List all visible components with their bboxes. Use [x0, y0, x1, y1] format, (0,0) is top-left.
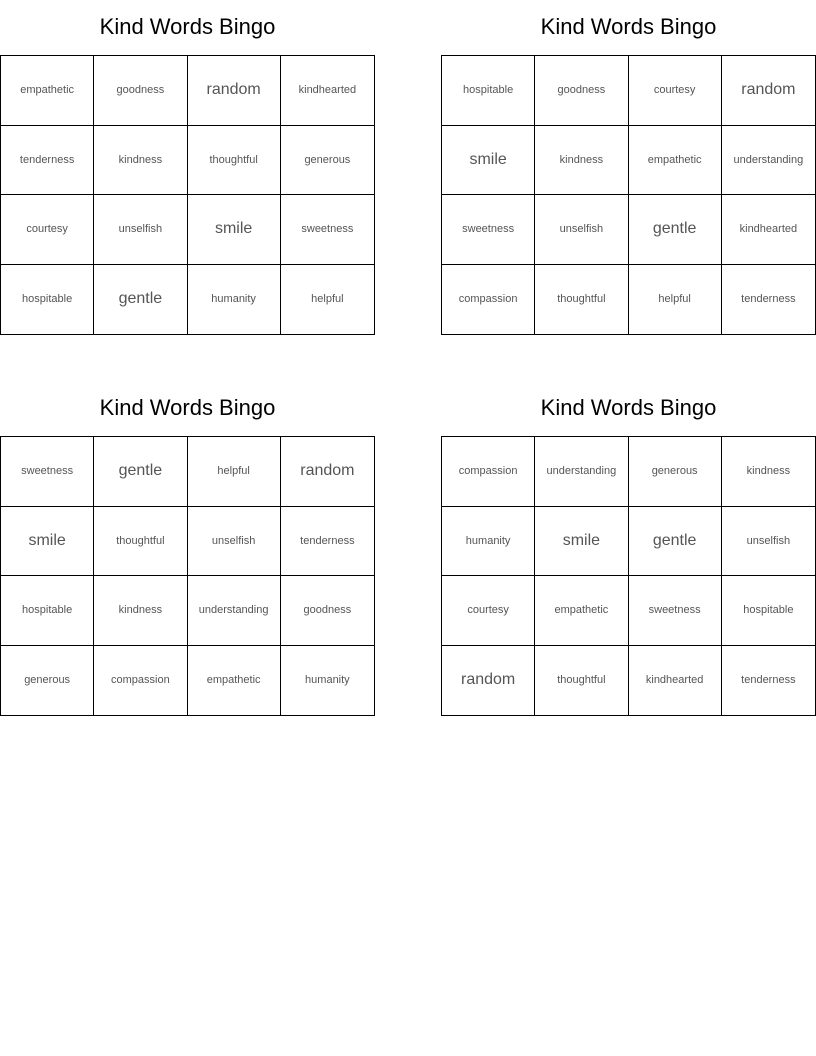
bingo-cell: kindhearted: [722, 195, 815, 265]
bingo-cell: understanding: [188, 576, 281, 646]
bingo-cell: understanding: [722, 126, 815, 196]
bingo-cell: kindhearted: [629, 646, 722, 716]
bingo-cell: unselfish: [188, 507, 281, 577]
bingo-cell: kindness: [722, 437, 815, 507]
bingo-cell: empathetic: [535, 576, 628, 646]
bingo-card: [441, 393, 816, 689]
bingo-cell: gentle: [629, 507, 722, 577]
bingo-cell: goodness: [94, 56, 187, 126]
bingo-cell: smile: [442, 126, 535, 196]
bingo-cell: smile: [188, 195, 281, 265]
bingo-cell: generous: [629, 437, 722, 507]
bingo-cell: empathetic: [629, 126, 722, 196]
card-title: Kind Words Bingo: [540, 14, 717, 39]
bingo-cell: gentle: [94, 265, 187, 335]
bingo-cell: courtesy: [629, 56, 722, 126]
bingo-cell: courtesy: [442, 576, 535, 646]
bingo-cell: tenderness: [281, 507, 374, 577]
bingo-cell: goodness: [535, 56, 628, 126]
bingo-cell: understanding: [535, 437, 628, 507]
bingo-cell: thoughtful: [94, 507, 187, 577]
bingo-cell: humanity: [305, 674, 350, 687]
bingo-cell: unselfish: [535, 195, 628, 265]
bingo-cell: sweetness: [1, 437, 94, 507]
bingo-cell: humanity: [188, 265, 281, 335]
bingo-grid: [0, 55, 375, 335]
bingo-cell: generous: [1, 646, 94, 716]
bingo-cell: compassion: [442, 437, 535, 507]
bingo-grid: [0, 436, 375, 716]
bingo-card: [441, 12, 816, 306]
card-title: Kind Words Bingo: [99, 395, 276, 420]
bingo-cell: smile: [535, 507, 628, 577]
card-title: Kind Words Bingo: [540, 395, 717, 420]
bingo-cell: hospitable: [1, 265, 94, 335]
bingo-cell: humanity: [442, 507, 535, 577]
bingo-cell: hospitable: [1, 576, 94, 646]
bingo-cell: random: [281, 437, 374, 507]
bingo-cell: empathetic: [188, 646, 281, 716]
bingo-cell: random: [188, 56, 281, 126]
bingo-cell: hospitable: [442, 56, 535, 126]
bingo-cell: helpful: [311, 293, 344, 306]
bingo-card: [0, 12, 375, 308]
bingo-cell: tenderness: [741, 674, 796, 687]
bingo-cell: helpful: [629, 265, 722, 335]
bingo-cell: kindness: [94, 126, 187, 196]
bingo-cell: compassion: [442, 265, 535, 335]
bingo-cell: sweetness: [629, 576, 722, 646]
bingo-cell: courtesy: [1, 195, 94, 265]
bingo-cell: compassion: [94, 646, 187, 716]
bingo-cell: unselfish: [94, 195, 187, 265]
bingo-cell: random: [722, 56, 815, 126]
bingo-cell: kindhearted: [281, 56, 374, 126]
bingo-cell: gentle: [629, 195, 722, 265]
bingo-cell: kindness: [535, 126, 628, 196]
bingo-cell: smile: [1, 507, 94, 577]
bingo-cell: random: [442, 646, 535, 716]
bingo-cell: gentle: [94, 437, 187, 507]
bingo-cell: hospitable: [722, 576, 815, 646]
bingo-cell: tenderness: [741, 293, 796, 306]
bingo-cell: generous: [281, 126, 374, 196]
bingo-cell: sweetness: [442, 195, 535, 265]
bingo-cell: tenderness: [1, 126, 94, 196]
card-title: Kind Words Bingo: [99, 14, 276, 39]
bingo-cell: thoughtful: [535, 265, 628, 335]
bingo-cell: empathetic: [1, 56, 94, 126]
bingo-cell: thoughtful: [535, 646, 628, 716]
bingo-cell: thoughtful: [188, 126, 281, 196]
bingo-card: [0, 393, 375, 687]
bingo-cell: goodness: [281, 576, 374, 646]
bingo-cell: unselfish: [722, 507, 815, 577]
bingo-cell: kindness: [94, 576, 187, 646]
bingo-grid: [441, 436, 816, 716]
bingo-cell: sweetness: [281, 195, 374, 265]
bingo-grid: [441, 55, 816, 335]
bingo-cell: helpful: [188, 437, 281, 507]
